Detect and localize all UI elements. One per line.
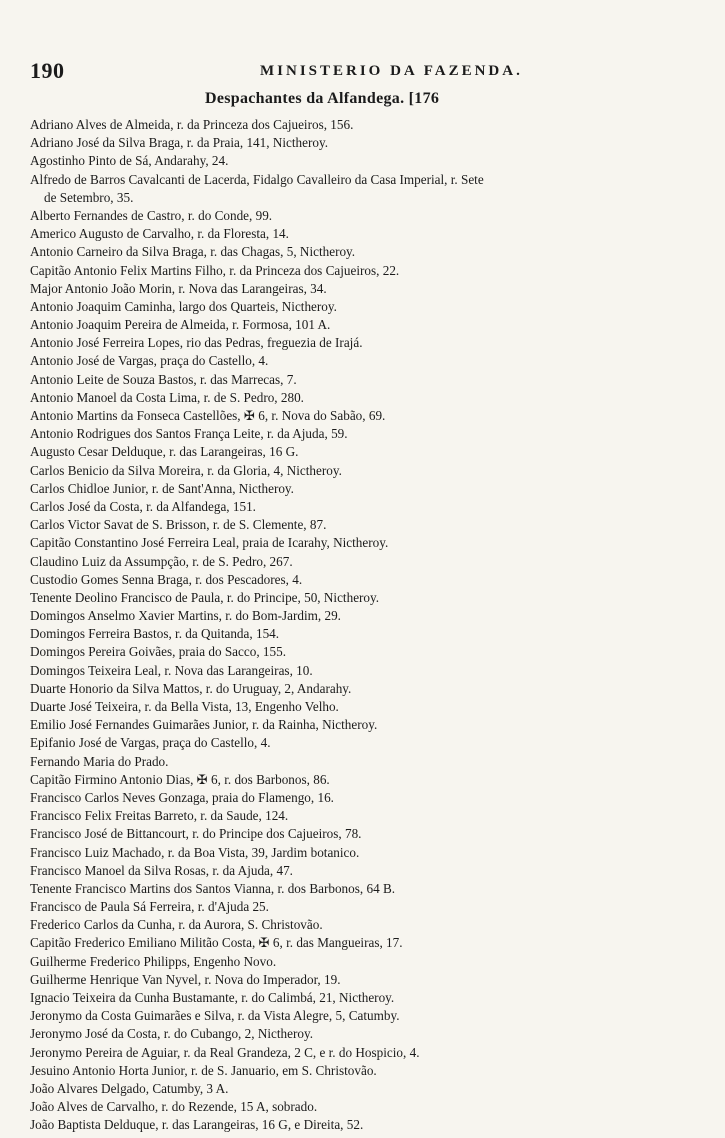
entry-line: Antonio Joaquim Pereira de Almeida, r. Formosa, 101 A. <box>30 317 331 333</box>
entry-line: Alberto Fernandes de Castro, r. do Conde, 99. <box>30 207 273 223</box>
entry-line: João Alvares Delgado, Catumby, 3 A. <box>30 1080 229 1096</box>
entry-line: Antonio Carneiro da Silva Braga, r. das Chagas, 5, Nictheroy. <box>30 244 356 260</box>
entry-line: Francisco José de Bittancourt, r. do Principe dos Cajueiros, 78. <box>30 826 362 842</box>
entry-line: Capitão Antonio Felix Martins Filho, r. da Princeza dos Cajueiros, 22. <box>30 262 400 278</box>
entry-line: Agostinho Pinto de Sá, Andarahy, 24. <box>30 153 229 169</box>
entry-list <box>30 116 710 1135</box>
entry-line: Epifanio José de Vargas, praça do Castello, 4. <box>30 735 271 751</box>
entry-line: de Setembro, 35. <box>44 189 134 205</box>
entry-line: Duarte Honorio da Silva Mattos, r. do Uruguay, 2, Andarahy. <box>30 680 352 696</box>
entry-line: Alfredo de Barros Cavalcanti de Lacerda, Fidalgo Cavalleiro da Casa Imperial, r. Sete <box>30 171 484 187</box>
entry-line: João Alves de Carvalho, r. do Rezende, 15 A, sobrado. <box>30 1099 318 1115</box>
entry-line: Augusto Cesar Delduque, r. das Larangeiras, 16 G. <box>30 444 299 460</box>
running-title: MINISTERIO DA FAZENDA. <box>260 63 523 79</box>
entry-line: Guilherme Frederico Philipps, Engenho Novo. <box>30 953 277 969</box>
entry-line: Antonio José Ferreira Lopes, rio das Pedras, freguezia de Irajá. <box>30 335 363 351</box>
page-header <box>30 58 695 84</box>
entry-line: Emilio José Fernandes Guimarães Junior, r. da Rainha, Nictheroy. <box>30 717 378 733</box>
entry-line: Jeronymo Pereira de Aguiar, r. da Real Grandeza, 2 C, e r. do Hospicio, 4. <box>30 1044 420 1060</box>
entry-line: Duarte José Teixeira, r. da Bella Vista, 13, Engenho Velho. <box>30 699 339 714</box>
entry-line: Francisco Luiz Machado, r. da Boa Vista, 39, Jardim botanico. <box>30 844 360 860</box>
entry-line: Carlos Victor Savat de S. Brisson, r. de S. Clemente, 87. <box>30 517 327 533</box>
entry-line: Antonio Leite de Souza Bastos, r. das Marrecas, 7. <box>30 371 297 387</box>
entry-line: Tenente Francisco Martins dos Santos Vianna, r. dos Barbonos, 64 B. <box>30 880 396 896</box>
entry-line: Antonio José de Vargas, praça do Castello, 4. <box>30 353 269 369</box>
entry-line: Carlos José da Costa, r. da Alfandega, 151. <box>30 498 256 514</box>
entry-line: Domingos Anselmo Xavier Martins, r. do Bom-Jardim, 29. <box>30 608 341 624</box>
page-number: 190 <box>30 58 65 83</box>
entry-line: Adriano Alves de Almeida, r. da Princeza dos Cajueiros, 156. <box>30 117 354 132</box>
entry-line: Francisco Carlos Neves Gonzaga, praia do Flamengo, 16. <box>30 789 334 805</box>
entry-line: Antonio Rodrigues dos Santos França Leite, r. da Ajuda, 59. <box>30 426 348 442</box>
section-title: Despachantes da Alfandega. [176 <box>205 90 440 107</box>
entry-line: Claudino Luiz da Assumpção, r. de S. Pedro, 267. <box>30 553 293 569</box>
entry-line: Jeronymo da Costa Guimarães e Silva, r. da Vista Alegre, 5, Catumby. <box>30 1008 400 1024</box>
entry-line: Carlos Benicio da Silva Moreira, r. da Gloria, 4, Nictheroy. <box>30 462 342 478</box>
entry-line: Frederico Carlos da Cunha, r. da Aurora, S. Christovão. <box>30 917 323 933</box>
entry-line: Capitão Firmino Antonio Dias, ✠ 6, r. dos Barbonos, 86. <box>30 771 330 787</box>
entry-line: Francisco de Paula Sá Ferreira, r. d'Ajuda 25. <box>30 899 269 915</box>
entry-line: Custodio Gomes Senna Braga, r. dos Pescadores, 4. <box>30 571 303 587</box>
entry-line: Domingos Pereira Goivães, praia do Sacco, 155. <box>30 644 286 660</box>
entry-line: Carlos Chidloe Junior, r. de Sant'Anna, Nictheroy. <box>30 480 294 496</box>
entry-line: Tenente Deolino Francisco de Paula, r. do Principe, 50, Nictheroy. <box>30 589 380 605</box>
entry-line: Major Antonio João Morin, r. Nova das Larangeiras, 34. <box>30 280 327 296</box>
entry-line: Domingos Teixeira Leal, r. Nova das Larangeiras, 10. <box>30 662 313 678</box>
entry-line: Antonio Martins da Fonseca Castellões, ✠ 6, r. Nova do Sabão, 69. <box>30 408 386 423</box>
entry-line: Adriano José da Silva Braga, r. da Praia, 141, Nictheroy. <box>30 135 328 151</box>
entry-line: Domingos Ferreira Bastos, r. da Quitanda, 154. <box>30 626 280 642</box>
entry-line: Francisco Felix Freitas Barreto, r. da Saude, 124. <box>30 808 289 824</box>
entry-line: Francisco Manoel da Silva Rosas, r. da Ajuda, 47. <box>30 862 293 878</box>
entry-line: Ignacio Teixeira da Cunha Bustamante, r. do Calimbá, 21, Nictheroy. <box>30 990 395 1005</box>
entry-line: João Baptista Delduque, r. das Larangeiras, 16 G, e Direita, 52. <box>30 1117 364 1133</box>
entry-line: Capitão Constantino José Ferreira Leal, praia de Icarahy, Nictheroy. <box>30 535 389 551</box>
entry-line: Capitão Frederico Emiliano Militão Costa, ✠ 6, r. das Mangueiras, 17. <box>30 935 403 951</box>
entry-line: Antonio Joaquim Caminha, largo dos Quarteis, Nictheroy. <box>30 298 337 314</box>
entry-line: Guilherme Henrique Van Nyvel, r. Nova do Imperador, 19. <box>30 971 341 987</box>
entry-line: Fernando Maria do Prado. <box>30 753 169 769</box>
entry-line: Antonio Manoel da Costa Lima, r. de S. Pedro, 280. <box>30 389 304 405</box>
entry-line: Jesuino Antonio Horta Junior, r. de S. Januario, em S. Christovão. <box>30 1062 377 1078</box>
entry-line: Jeronymo José da Costa, r. do Cubango, 2, Nictheroy. <box>30 1026 314 1042</box>
entry-line: Americo Augusto de Carvalho, r. da Floresta, 14. <box>30 226 289 242</box>
